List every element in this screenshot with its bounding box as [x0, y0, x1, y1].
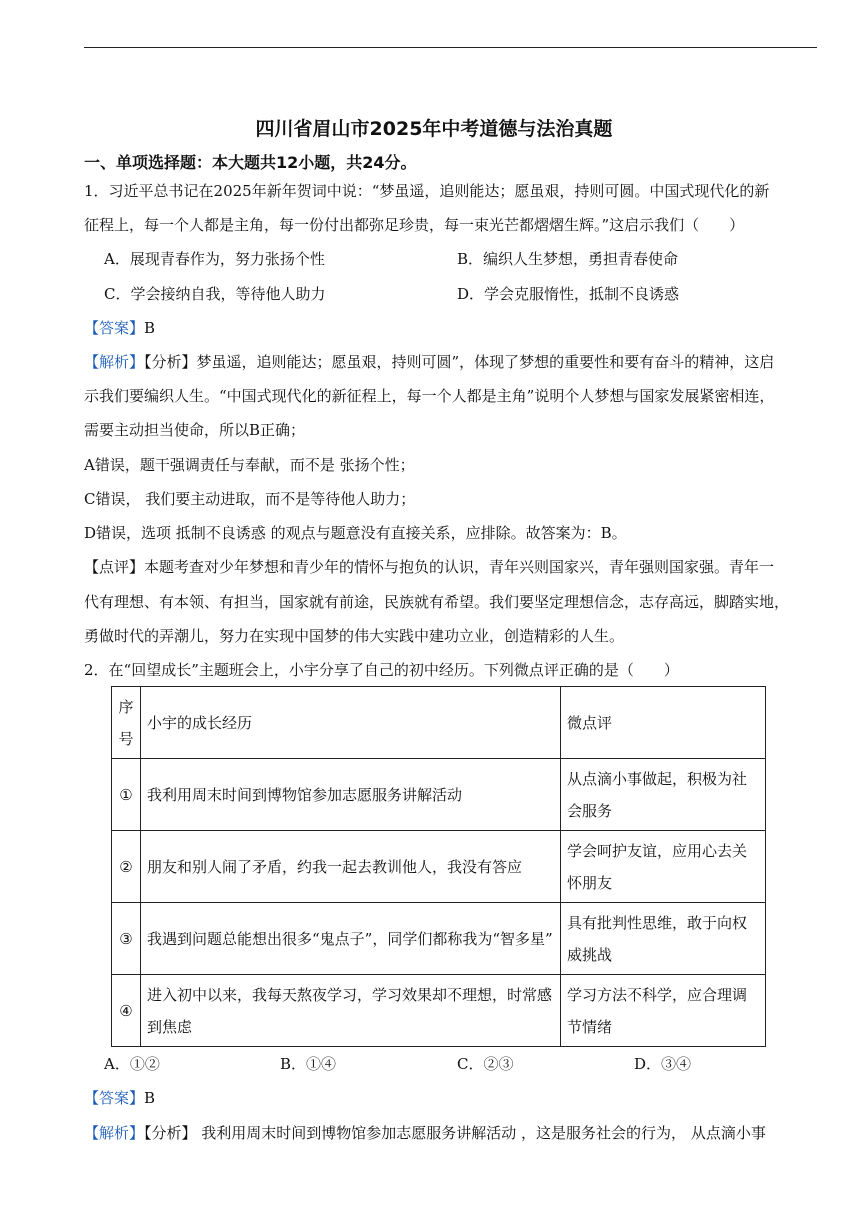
q1-stem-line2: 征程上，每一个人都是主角，每一份付出都弥足珍贵，每一束光芒都熠熠生辉。”这启示我们（ ） — [84, 216, 745, 234]
q1-analysis-line1 — [84, 352, 820, 372]
row-comment: 从点滴小事做起，积极为社会服务 — [561, 759, 766, 831]
q2-option-b: B．①④ — [280, 1055, 337, 1073]
analysis-text: 【分析】 我利用周末时间到博物馆参加志愿服务讲解活动 ，这是服务社会的行为， 从点滴小事 — [144, 1124, 766, 1142]
q1-comment-line2: 代有理想、有本领、有担当，国家就有前途，民族就有希望。我们要坚定理想信念，志存高远，脚踏实地， — [84, 593, 790, 611]
answer-value: B — [144, 319, 156, 337]
row-experience: 进入初中以来，我每天熬夜学习，学习效果却不理想，时常感到焦虑 — [141, 975, 561, 1047]
q1-analysis-line2: 示我们要编织人生。“中国式现代化的新征程上，每一个人都是主角”说明个人梦想与国家发展紧密相连， — [84, 387, 775, 405]
row-experience: 我利用周末时间到博物馆参加志愿服务讲解活动 — [141, 759, 561, 831]
section-heading: 一、单项选择题：本大题共12小题，共24分。 — [84, 153, 417, 172]
header-experience: 小宇的成长经历 — [141, 687, 561, 759]
q2-table — [111, 686, 766, 1047]
header-comment: 微点评 — [561, 687, 766, 759]
row-comment: 学习方法不科学，应合理调节情绪 — [561, 975, 766, 1047]
answer-tag: 【答案】 — [84, 319, 145, 337]
q2-option-c: C．②③ — [457, 1055, 514, 1073]
q1-analysis-line4: A错误，题干强调责任与奉献，而不是 张扬个性； — [84, 456, 415, 474]
q2-answer — [84, 1088, 820, 1108]
q1-option-c: C．学会接纳自我，等待他人助力 — [104, 285, 326, 303]
row-index: ① — [112, 759, 141, 831]
header-index: 序号 — [112, 687, 141, 759]
q2-option-d: D．③④ — [634, 1055, 692, 1073]
row-index: ③ — [112, 903, 141, 975]
row-index: ② — [112, 831, 141, 903]
q1-answer — [84, 318, 820, 338]
analysis-text: 【分析】梦虽遥，追则能达；愿虽艰，持则可圆”，体现了梦想的重要性和要有奋斗的精神，这启 — [144, 353, 775, 371]
row-experience: 朋友和别人闹了矛盾，约我一起去教训他人，我没有答应 — [141, 831, 561, 903]
table-row — [112, 975, 766, 1047]
table-header-row — [112, 687, 766, 759]
q2-option-a: A．①② — [104, 1055, 160, 1073]
q1-option-d: D．学会克服惰性，抵制不良诱惑 — [457, 285, 680, 303]
q2-stem: 2．在“回望成长”主题班会上，小宇分享了自己的初中经历。下列微点评正确的是（ ） — [84, 661, 679, 679]
header-rule — [84, 47, 817, 48]
q1-comment-line3: 勇做时代的弄潮儿，努力在实现中国梦的伟大实践中建功立业，创造精彩的人生。 — [84, 627, 625, 645]
row-comment: 学会呵护友谊，应用心去关怀朋友 — [561, 831, 766, 903]
row-index: ④ — [112, 975, 141, 1047]
row-experience: 我遇到问题总能想出很多“鬼点子”，同学们都称我为“智多星” — [141, 903, 561, 975]
q1-option-a: A．展现青春作为，努力张扬个性 — [104, 250, 325, 268]
page-title: 四川省眉山市2025年中考道德与法治真题 — [255, 118, 613, 140]
table-row — [112, 759, 766, 831]
comment-tag: 【点评】 — [84, 558, 145, 576]
row-comment: 具有批判性思维，敢于向权威挑战 — [561, 903, 766, 975]
answer-tag: 【答案】 — [84, 1089, 145, 1107]
table-row — [112, 903, 766, 975]
answer-value: B — [144, 1089, 156, 1107]
q1-analysis-line5: C错误， 我们要主动进取，而不是等待他人助力； — [84, 490, 416, 508]
q1-analysis-line3: 需要主动担当使命，所以B正确； — [84, 421, 306, 439]
q1-analysis-line6: D错误，选项 抵制不良诱惑 的观点与题意没有直接关系，应排除。故答案为：B。 — [84, 524, 627, 542]
analysis-tag: 【解析】 — [84, 353, 145, 371]
q1-stem-line1: 1．习近平总书记在2025年新年贺词中说：“梦虽遥，追则能达；愿虽艰，持则可圆。中国式现代化的新 — [84, 182, 770, 200]
q2-analysis-line1 — [84, 1123, 820, 1143]
q1-comment-line1 — [84, 557, 820, 577]
q1-option-b: B．编织人生梦想，勇担青春使命 — [457, 250, 679, 268]
analysis-tag: 【解析】 — [84, 1124, 145, 1142]
table-row — [112, 831, 766, 903]
comment-text: 本题考查对少年梦想和青少年的情怀与抱负的认识，青年兴则国家兴，青年强则国家强。青年一 — [144, 558, 775, 576]
